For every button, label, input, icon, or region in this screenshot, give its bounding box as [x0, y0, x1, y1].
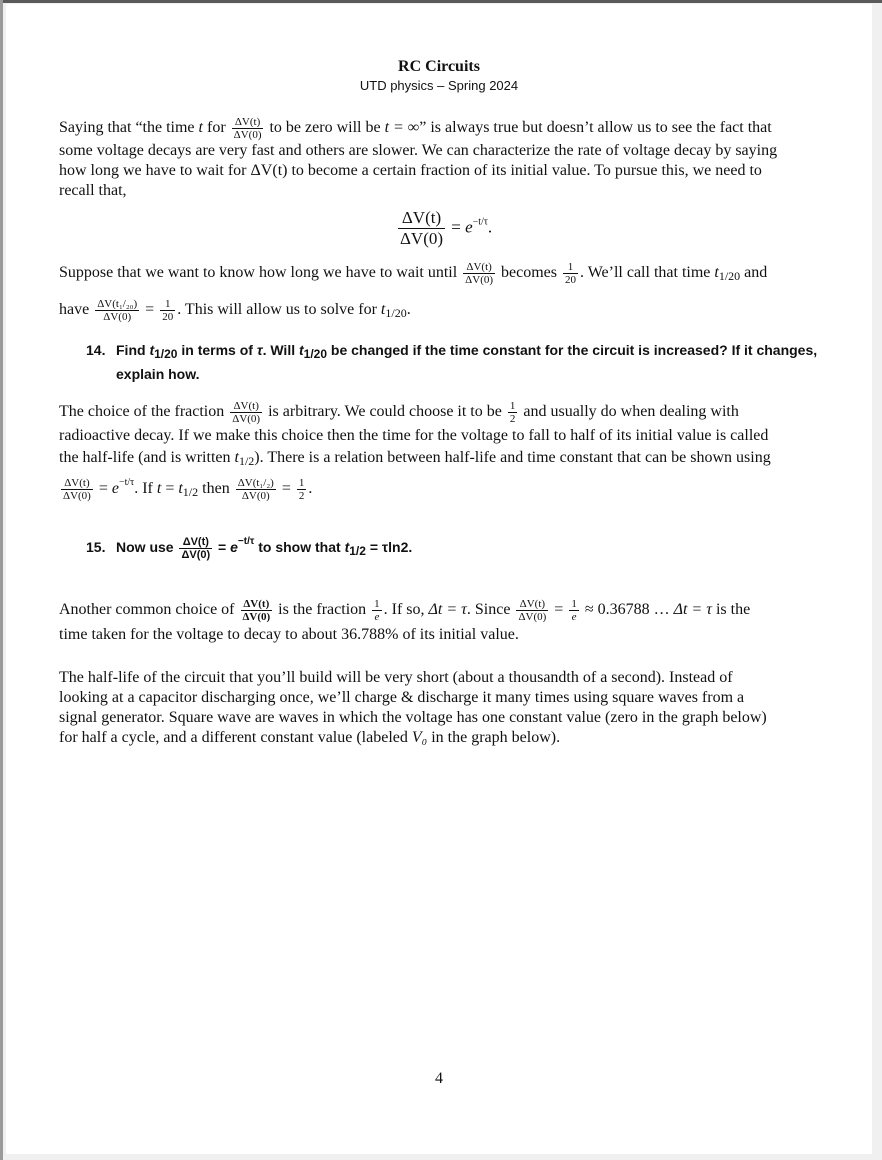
equation-decay: $\frac{\Delta V(t)}{\Delta V(0)}$ = $e^{-t/\tau}$.	[400, 208, 493, 248]
paragraph-one-twentieth: Suppose that we want to know how long we have to wait until $\frac{\Delta V(t)}{\Delta V(0)}$ becomes $\frac{1}{20}$ . We’ll call that time $t_{1/20}$ and have $\frac{\text{ΔV(t₁/₂₀)}}{\Delta V(0)}$ = $\frac{1}{20}$ . This will allow us to solve for $t_{1/20}$.	[59, 260, 768, 323]
viewer-left-border	[0, 0, 3, 1160]
page-number: 4	[435, 1070, 443, 1087]
paragraph-intro: Saying that “the time t for $\frac{\Delta V(t)}{\Delta V(0)}$ to be zero will be t = ∞” is always true but doesn’t allow us to see the fact that some voltage decays are very fast and others are slower. We can characterize the rate of voltage decay by saying how long we have to wait for ΔV(t) to become a certain fraction of its initial value. To pursue this, we need to recall that,	[59, 116, 778, 199]
question-14: 14. Find t1/20 in terms of τ. Will t1/20 be changed if the time constant for the circuit is increased? If it changes, explain how.	[86, 342, 818, 382]
paragraph-square-waves: The half-life of the circuit that you’ll build will be very short (about a thousandth of a second). Instead of looking at a capacitor discharging once, we’ll charge & discharge it many times using square waves from a signal generator. Square wave are waves in which the voltage has one constant value (zero in the graph below) for half a cycle, and a different constant value (labeled V₀ in the graph below).	[59, 669, 767, 746]
document-page	[6, 4, 872, 1154]
viewer-top-border	[0, 0, 882, 3]
paragraph-half-life: The choice of the fraction $\frac{\Delta V(t)}{\Delta V(0)}$ is arbitrary. We could choose it to be $\frac{1}{2}$ and usually do when dealing with radioactive decay. If we make this choice then the time for the voltage to fall to half of its initial value is called the half-life (and is written $t_{1/2}$). There is a relation between half-life and time constant that can be shown using $\frac{\Delta V(t)}{\Delta V(0)}$ = $e^{-t/\tau}$. If $t = t_{1/2}$ then $\frac{\text{ΔV(t₁/₂)}}{\Delta V(0)}$ = $\frac{1}{2}$ .	[59, 400, 771, 502]
question-15: 15. Now use $\frac{\Delta V(t)}{\Delta V(0)}$ = $e^{-t/\tau}$ to show that t1/2 = τln2.	[86, 535, 413, 561]
paragraph-fraction-e: Another common choice of $\frac{\Delta V(t)}{\Delta V(0)}$ is the fraction $\frac{1}{e}$ . If so, Δt = τ. Since $\frac{\Delta V(t)}{\Delta V(0)}$ = $\frac{1}{e} \approx 0.36788$ … Δt = τ is the time taken for the voltage to decay to about 36.788% of its initial value.	[59, 598, 751, 643]
page-subtitle: UTD physics – Spring 2024	[359, 78, 519, 93]
page-title: RC Circuits	[398, 58, 480, 75]
fraction-dvt-dv0: $\frac{\Delta V(t)}{\Delta V(0)}$	[233, 116, 262, 141]
